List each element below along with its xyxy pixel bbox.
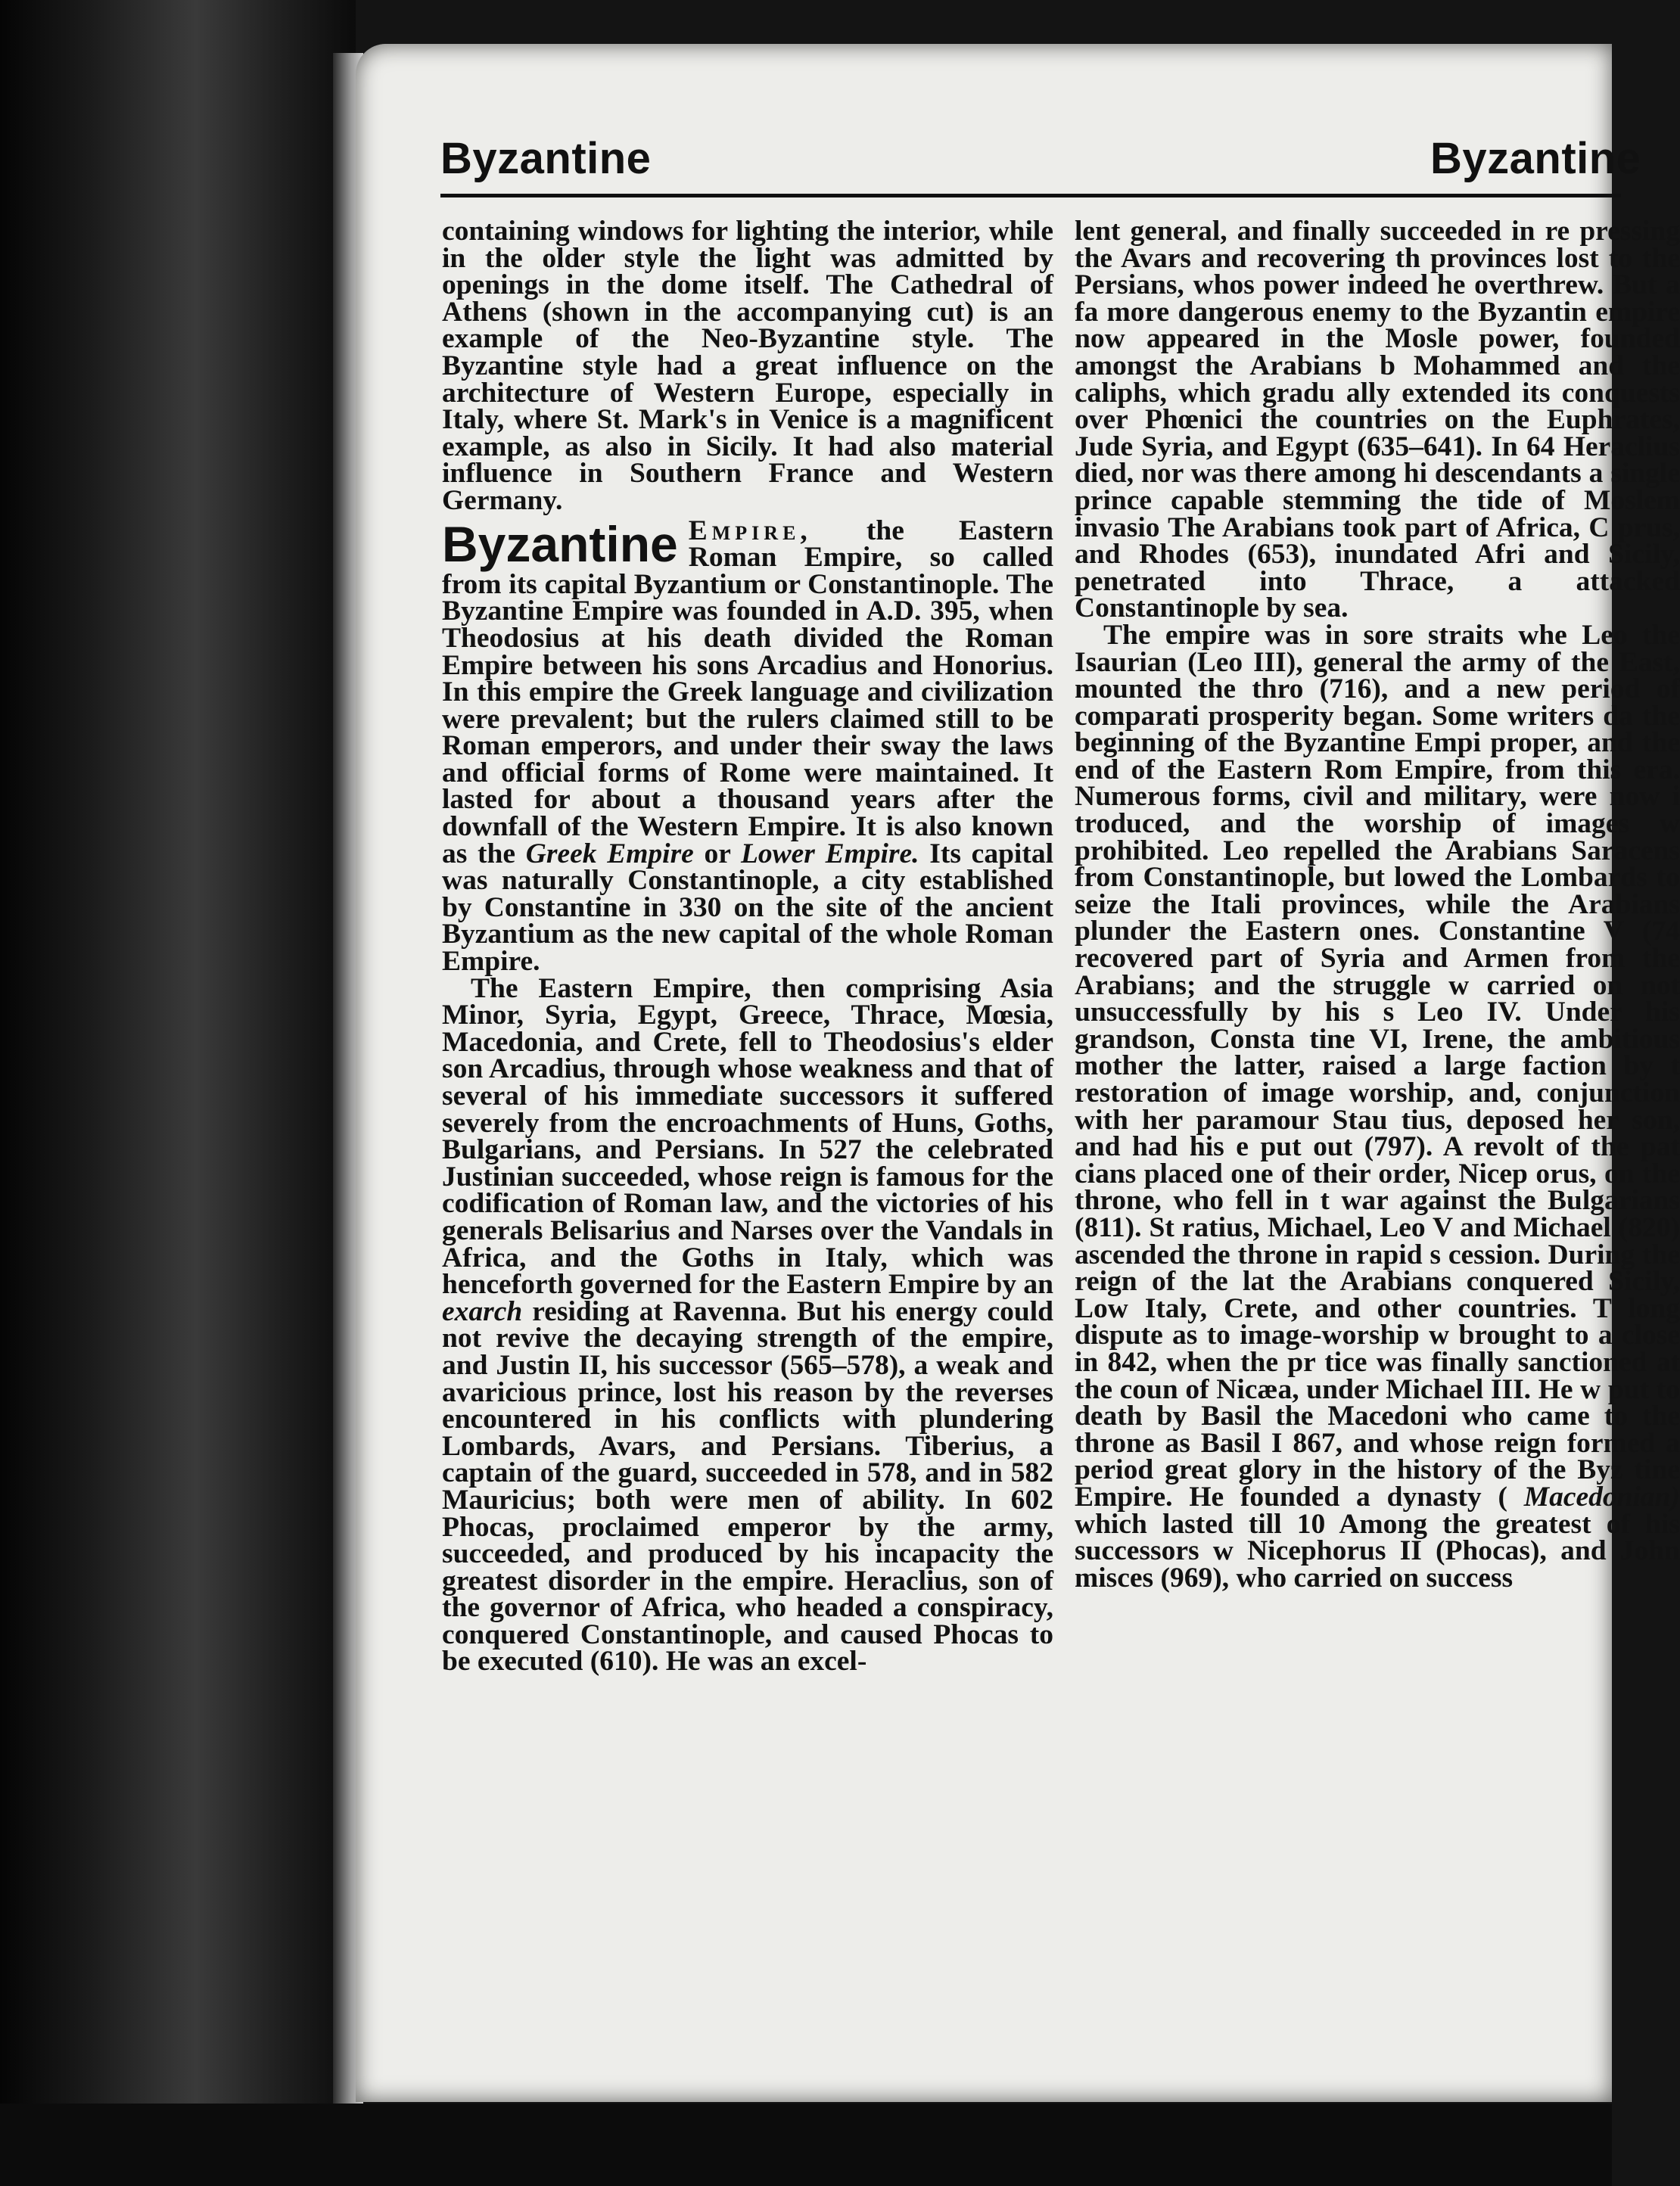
entry-headword: Byzantine — [442, 515, 678, 572]
para2-part-a: The empire was in sore straits whe Leo the Isaurian (Leo III), general the army of the East, mounted the thro (716), and a new period of comparati prosperity began. Some writers da the beginning of the Byzantine Empi proper, and the end of the Eastern Rom Empire, from this era. Numerous forms, civil and military, were now i troduced, and the worship of images w prohibited. Leo repelled the Arabians Saracens from Constantinople, but lowed the Lombards to seize the Itali provinces, while the Arabians plunder the Eastern ones. Constantine V (74 recovered part of Syria and Armen from the Arabians; and the struggle w carried on not unsuccessfully by his s Leo IV. Under his grandson, Consta tine VI, Irene, the ambitious mother the latter, raised a large faction by t restoration of image worship, and, conjunction with her paramour Stau tius, deposed her son, and had his e put out (797). A revolt of the pat cians placed one of their order, Nicep orus, on the throne, who fell in t war against the Bulgarians (811). St ratius, Michael, Leo V and Michael (820) ascended the throne in rapid s cession. During the reign of the lat the Arabians conquered Sicily, Low Italy, Crete, and other countries. T long dispute as to image-worship w brought to a close in 842, when the pr tice was finally sanctioned at the coun of Nicæa, under Michael III. He w put to death by Basil the Macedoni who came to the throne as Basil I 867, and whose reign formed a period great glory in the history of the Byz tine Empire. He founded a dynasty ( — [1075, 619, 1680, 1513]
entry-term: Empire, — [688, 515, 812, 546]
header-rule — [440, 194, 1621, 197]
entry-or: or — [704, 838, 731, 869]
para2-part-b: which lasted till 10 Among the greatest of his successors w Nicephorus II (Phocas), and John misces (969), who carried on success — [1075, 1508, 1680, 1594]
running-head-right: Byzantine — [1430, 134, 1641, 183]
para3-part-a: The Eastern Empire, then comprising Asia Minor, Syria, Egypt, Greece, Thrace, Mœsia, Macedonia, and Crete, fell to Theodosius's elder son Arcadius, through whose weakness and that of several of his immediate successors it suffered severely from the encroachments of Huns, Goths, Bulgarians, and Persians. In 527 the celebrated Justinian succeeded, whose reign is famous for the codification of Roman law, and the victories of his generals Belisarius and Narses over the Vandals in Africa, and the Goths in Italy, which was henceforth governed for the Eastern Empire by an — [442, 972, 1053, 1301]
running-head-left: Byzantine — [440, 134, 652, 183]
entry-text-2: Its capital was naturally Constantinople, a city established by Constantine in 330 on the site of the ancient Byzantium as the new capital of the whole Roman Empire. — [442, 838, 1053, 978]
para3-part-b: residing at Ravenna. But his energy could not revive the decaying strength of the empire, and Justin II, his successor (565–578), a weak and avaricious prince, lost his reason by the reverses encountered in his conflicts with plundering Lombards, Avars, and Persians. Tiberius, a captain of the guard, succeeded in 578, and in 582 Mauricius; both were men of ability. In 602 Phocas, proclaimed emperor by the army, succeeded, and produced by his incapacity the greatest disorder in the empire. Heraclius, son of the governor of Africa, who headed a conspiracy, conquered Constantinople, and caused Phocas to be executed (610). He was an excel- — [442, 1295, 1054, 1678]
para2-italic-macedonian: Macedonian) — [1523, 1481, 1680, 1513]
entry-text-1: the Eastern Roman Empire, so called from its capital Byzantium or Constantinople. The Byzantine Empire was founded in A.D. 395, when Theodosius at his death divided the Roman Empire between his sons Arcadius and Honorius. In this empire the Greek language and civilization were prevalent; but the rulers claimed still to be Roman emperors, and under their sway the laws and official forms of Rome were maintained. It lasted for about a thousand years after the downfall of the Western Empire. It is also known as the — [442, 515, 1053, 869]
left-column — [442, 216, 1054, 1678]
book-gutter-shadow — [0, 0, 356, 2186]
scan-bottom-border — [0, 2104, 1612, 2186]
entry-byzantine-empire — [442, 515, 1053, 978]
para3-italic-exarch: exarch — [442, 1295, 523, 1327]
paragraph-heraclius: lent general, and finally succeeded in re pressing the Avars and recovering th provinces lost to the Persians, whos power indeed he overthrew. But a fa more dangerous enemy to the Byzantin empire now appeared in the Mosle power, founded amongst the Arabians b Mohammed and the caliphs, which gradu ally extended its conquests over Phœnici the countries on the Euphrates, Jude Syria, and Egypt (635–641). In 64 Heraclius died, nor was there among hi descendants a single prince capable stemming the tide of Moslem invasio The Arabians took part of Africa, C prus, and Rhodes (653), inundated Afri and Sicily, penetrated into Thrace, a attacked Constantinople by sea. — [1075, 216, 1680, 624]
paragraph-eastern-empire — [442, 972, 1054, 1678]
paragraph-leo-isaurian — [1075, 619, 1680, 1594]
paragraph-architecture: containing windows for lighting the interior, while in the older style the light was admitted by openings in the dome itself. The Cathedral of Athens (shown in the accompanying cut) is an example of the Neo-Byzantine style. The Byzantine style had a great influence on the architecture of Western Europe, especially in Italy, where St. Mark's in Venice is a magnificent example, as also in Sicily. It had also material influence in Southern France and Western Germany. — [442, 216, 1053, 516]
book-page — [356, 44, 1680, 2102]
entry-italic-lower-empire: Lower Empire. — [740, 838, 919, 869]
entry-italic-greek-empire: Greek Empire — [525, 838, 694, 869]
right-column — [1075, 216, 1680, 1594]
